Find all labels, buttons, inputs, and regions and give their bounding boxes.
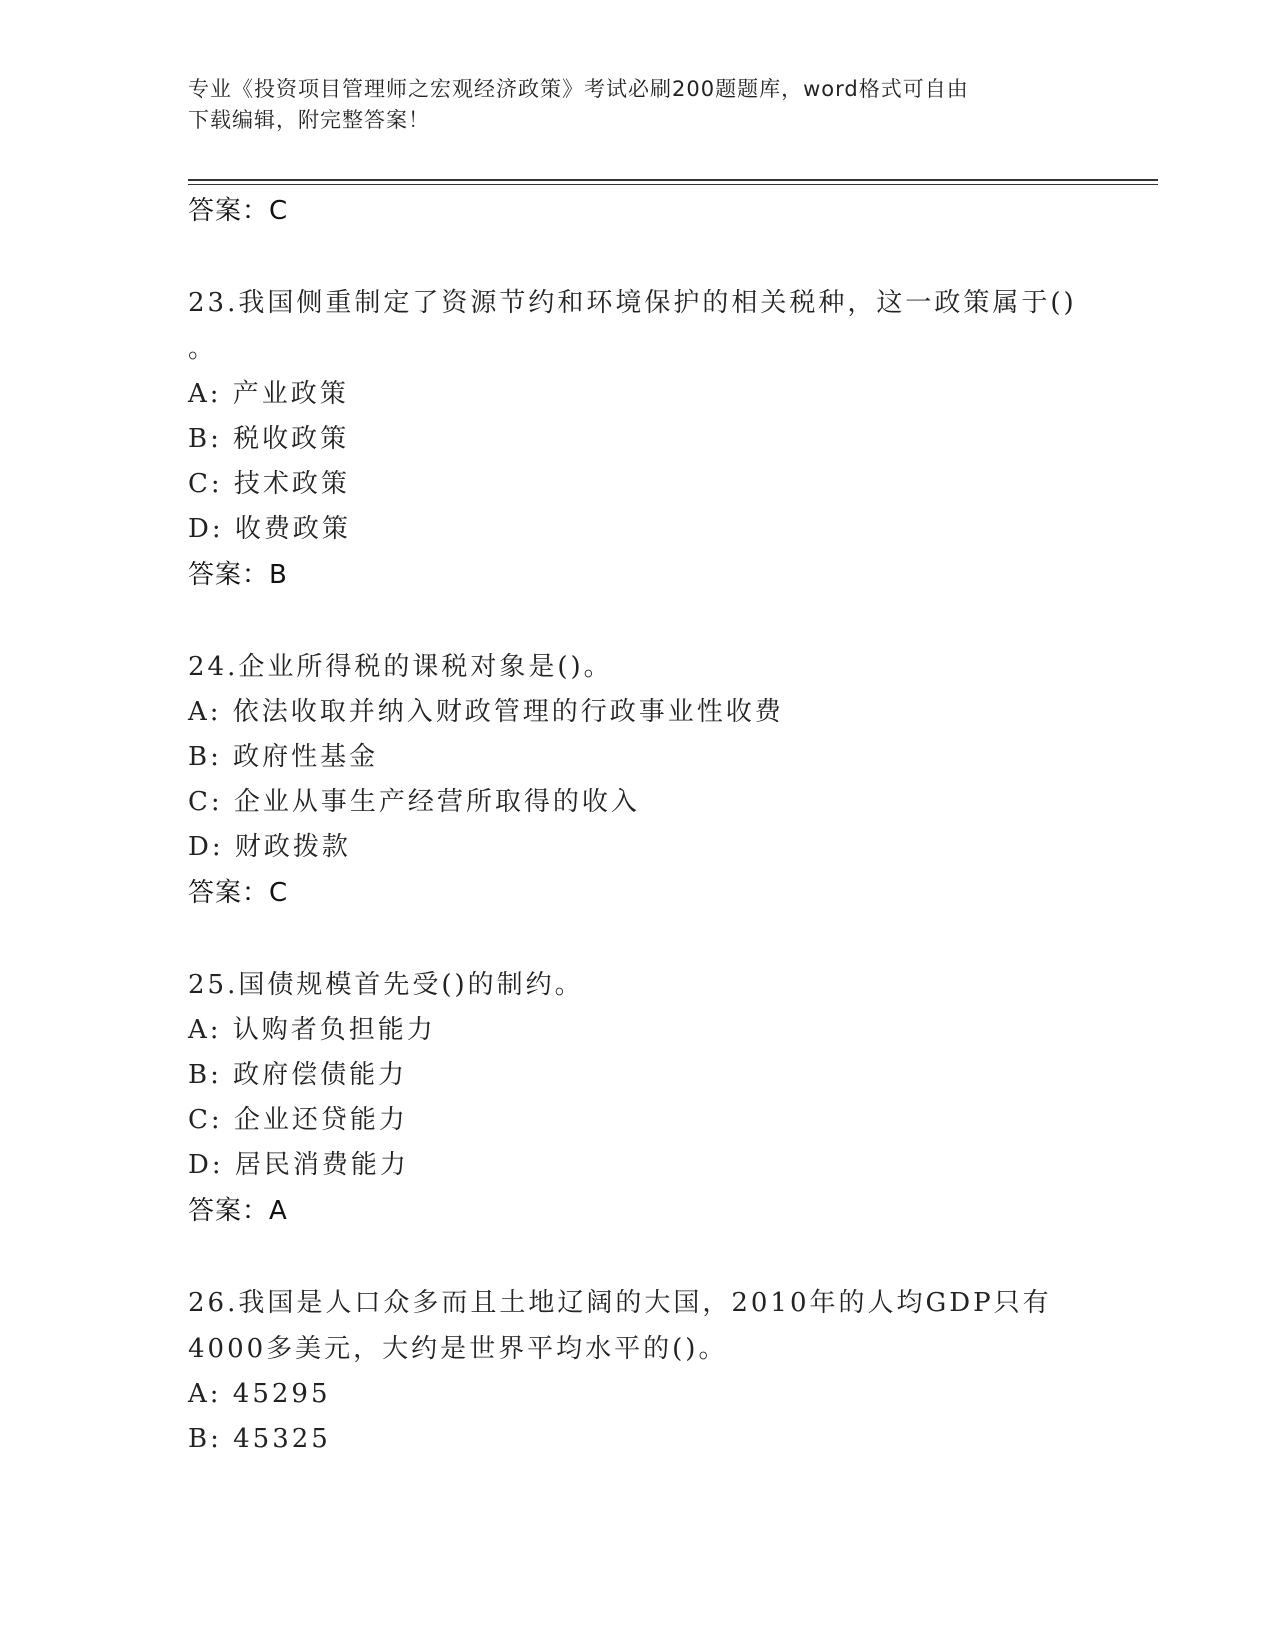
option-d: D: 收费政策 — [188, 514, 351, 544]
answer-line: 答案：C — [188, 878, 289, 908]
spacer — [188, 916, 1088, 962]
option-c: C: 企业还贷能力 — [188, 1105, 408, 1135]
document-header — [188, 74, 1088, 136]
question-text-continued: 4000多美元，大约是世界平均水平的()。 — [188, 1334, 728, 1364]
option-d: D: 居民消费能力 — [188, 1150, 409, 1180]
option-b: B: 政府性基金 — [188, 742, 379, 772]
answer-line: 答案：A — [188, 1196, 288, 1226]
question-text: 26.我国是人口众多而且土地辽阔的大国，2010年的人均GDP只有 — [188, 1288, 1052, 1318]
spacer — [188, 234, 1088, 280]
option-b: B: 税收政策 — [188, 424, 350, 454]
option-b: B: 政府偿债能力 — [188, 1060, 408, 1090]
header-line-1: 专业《投资项目管理师之宏观经济政策》考试必刷200题题库，word格式可自由 — [188, 77, 969, 101]
header-line-2: 下载编辑，附完整答案！ — [188, 108, 430, 132]
header-rule-thick — [188, 179, 1158, 181]
option-a: A: 依法收取并纳入财政管理的行政事业性收费 — [188, 697, 784, 727]
question-text: 25.国债规模首先受()的制约。 — [188, 970, 584, 1000]
option-d: D: 财政拨款 — [188, 832, 351, 862]
option-a: A: 45295 — [188, 1379, 331, 1409]
option-c: C: 技术政策 — [188, 469, 350, 499]
question-list — [188, 188, 1088, 1462]
question-text: 24.企业所得税的课税对象是()。 — [188, 652, 613, 682]
question-text: 23.我国侧重制定了资源节约和环境保护的相关税种，这一政策属于() — [188, 288, 1077, 318]
option-b: B: 45325 — [188, 1424, 331, 1454]
option-a: A: 认购者负担能力 — [188, 1015, 436, 1045]
answer-line: 答案：C — [188, 196, 289, 226]
spacer — [188, 1234, 1088, 1280]
option-a: A: 产业政策 — [188, 379, 349, 409]
header-rule-thin — [188, 184, 1158, 185]
spacer — [188, 598, 1088, 644]
question-text-continued: 。 — [188, 334, 218, 364]
answer-line: 答案：B — [188, 560, 288, 590]
option-c: C: 企业从事生产经营所取得的收入 — [188, 787, 640, 817]
